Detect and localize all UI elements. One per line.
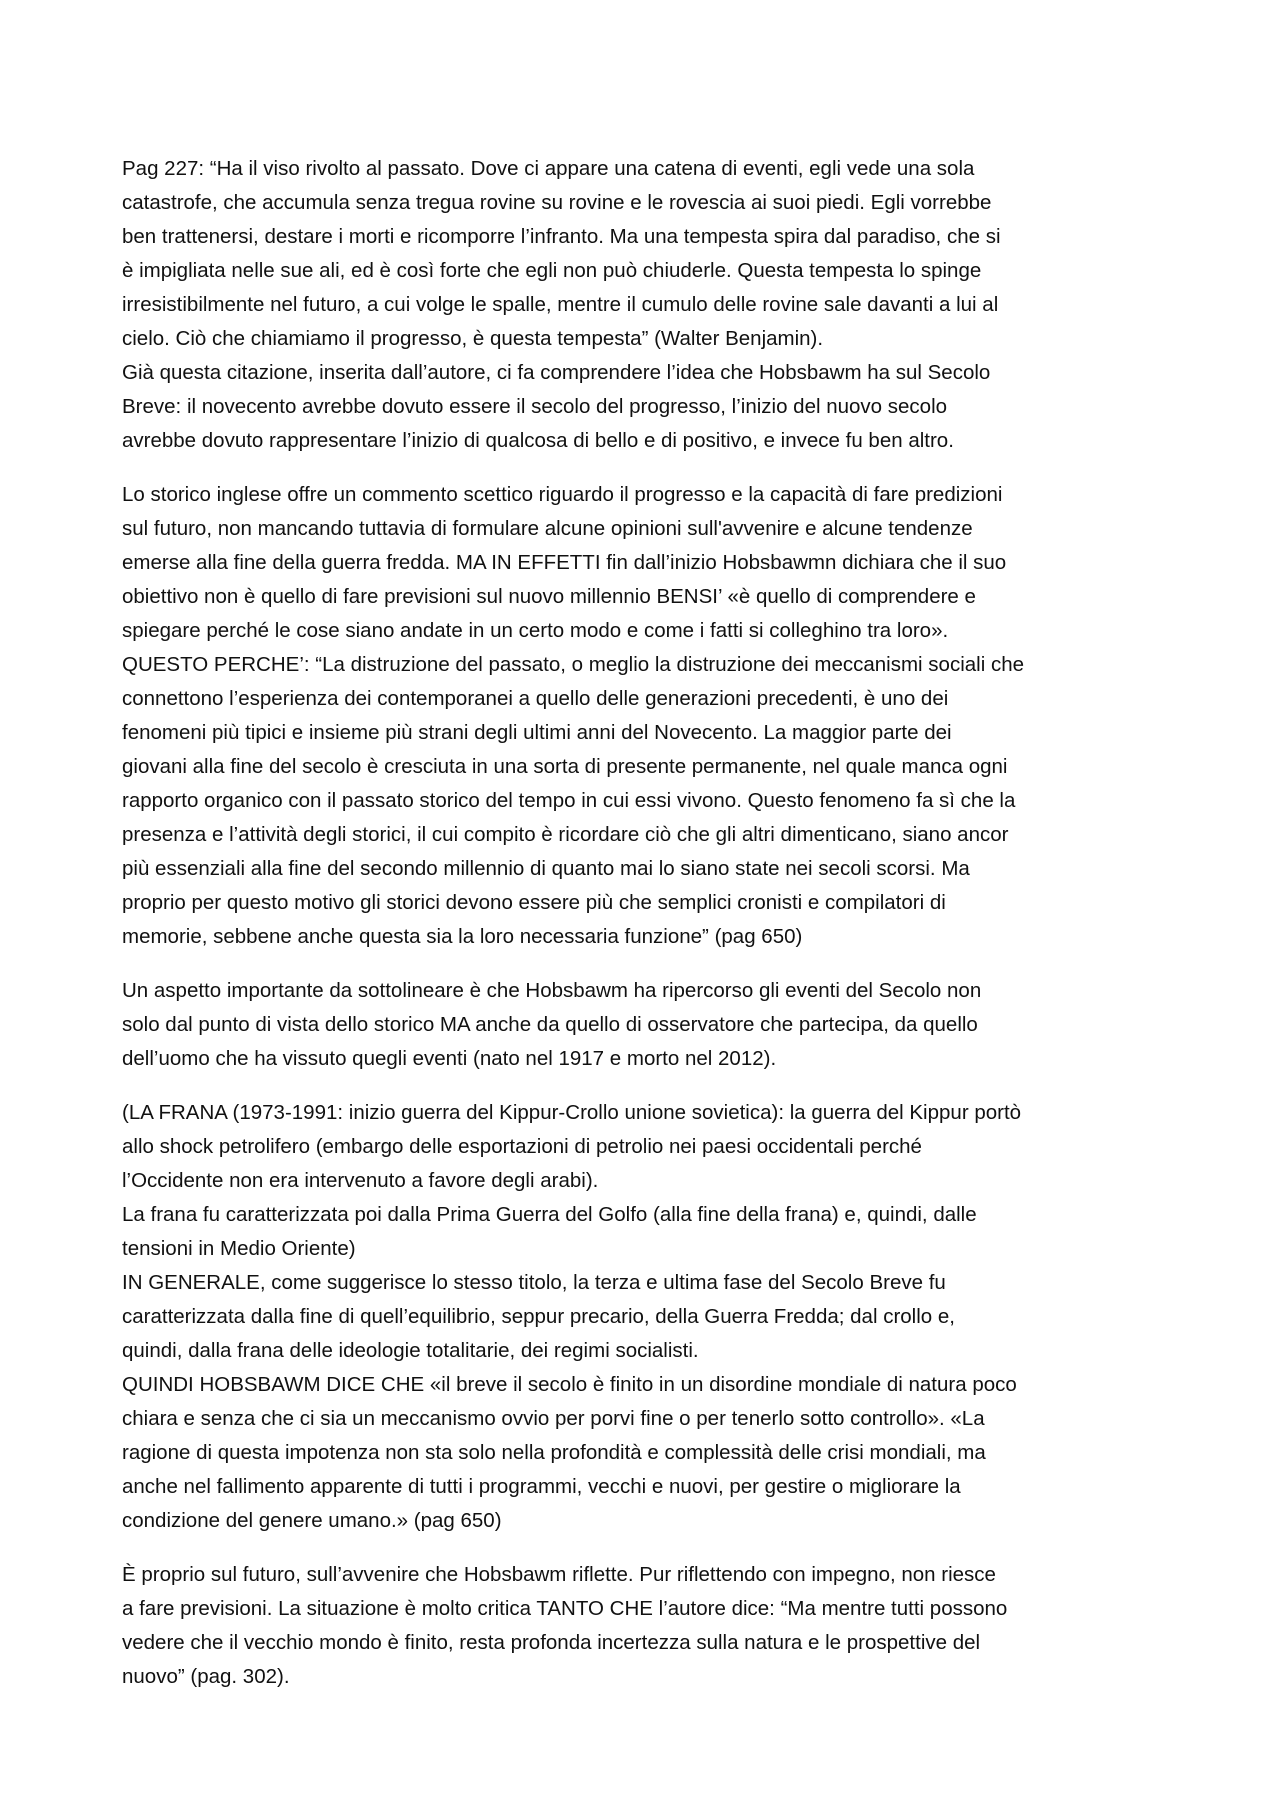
paragraph-benjamin-quote — [122, 152, 1170, 458]
text-line: QUESTO PERCHE’: “La distruzione del passato, o meglio la distruzione dei meccanismi sociali che — [122, 653, 1025, 676]
text-line: avrebbe dovuto rappresentare l’inizio di qualcosa di bello e di positivo, e invece fu ben altro. — [122, 429, 954, 452]
text-line: vedere che il vecchio mondo è finito, resta profonda incertezza sulla natura e le prospettive del — [122, 1631, 981, 1654]
text-line: più essenziali alla fine del secondo millennio di quanto mai lo siano state nei secoli scorsi. Ma — [122, 857, 970, 880]
text-line: Già questa citazione, inserita dall’autore, ci fa comprendere l’idea che Hobsbawm ha sul Secolo — [122, 361, 991, 384]
text-line: a fare previsioni. La situazione è molto critica TANTO CHE l’autore dice: “Ma mentre tutti possono — [122, 1597, 1008, 1620]
text-line: Breve: il novecento avrebbe dovuto essere il secolo del progresso, l’inizio del nuovo secolo — [122, 395, 948, 418]
text-line: condizione del genere umano.» (pag 650) — [122, 1509, 502, 1532]
text-line: presenza e l’attività degli storici, il cui compito è ricordare ciò che gli altri dimenticano, siano ancor — [122, 823, 1009, 846]
text-line: solo dal punto di vista dello storico MA anche da quello di osservatore che partecipa, da quello — [122, 1013, 978, 1036]
text-line: fenomeni più tipici e insieme più strani degli ultimi anni del Novecento. La maggior parte dei — [122, 721, 952, 744]
text-line: caratterizzata dalla fine di quell’equilibrio, seppur precario, della Guerra Fredda; dal crollo e, — [122, 1305, 955, 1328]
document-body — [122, 152, 1170, 1694]
text-line: (LA FRANA (1973-1991: inizio guerra del Kippur-Crollo unione sovietica): la guerra del Kippur portò — [122, 1101, 1022, 1124]
text-line: dell’uomo che ha vissuto quegli eventi (nato nel 1917 e morto nel 2012). — [122, 1047, 777, 1070]
text-line: Pag 227: “Ha il viso rivolto al passato. Dove ci appare una catena di eventi, egli vede una sola — [122, 157, 975, 180]
text-line: l’Occidente non era intervenuto a favore degli arabi). — [122, 1169, 599, 1192]
paragraph-historian-commentary — [122, 478, 1170, 954]
text-line: obiettivo non è quello di fare previsioni sul nuovo millennio BENSI’ «è quello di comprendere e — [122, 585, 976, 608]
text-line: ben trattenersi, destare i morti e ricomporre l’infranto. Ma una tempesta spira dal paradiso, che si — [122, 225, 1001, 248]
paragraph-future-reflection — [122, 1558, 1170, 1694]
text-line: proprio per questo motivo gli storici devono essere più che semplici cronisti e compilatori di — [122, 891, 946, 914]
text-line: QUINDI HOBSBAWM DICE CHE «il breve il secolo è finito in un disordine mondiale di natura poco — [122, 1373, 1017, 1396]
text-line: spiegare perché le cose siano andate in un certo modo e come i fatti si colleghino tra loro». — [122, 619, 949, 642]
text-line: È proprio sul futuro, sull’avvenire che Hobsbawm riflette. Pur riflettendo con impegno, non riesce — [122, 1563, 996, 1586]
text-line: tensioni in Medio Oriente) — [122, 1237, 356, 1260]
text-line: allo shock petrolifero (embargo delle esportazioni di petrolio nei paesi occidentali perché — [122, 1135, 922, 1158]
paragraph-observer-perspective — [122, 974, 1170, 1076]
text-line: cielo. Ciò che chiamiamo il progresso, è questa tempesta” (Walter Benjamin). — [122, 327, 824, 350]
text-line: catastrofe, che accumula senza tregua rovine su rovine e le rovescia ai suoi piedi. Egli vorrebbe — [122, 191, 992, 214]
text-line: ragione di questa impotenza non sta solo nella profondità e complessità delle crisi mondiali, ma — [122, 1441, 986, 1464]
text-line: emerse alla fine della guerra fredda. MA IN EFFETTI fin dall’inizio Hobsbawmn dichiara che il suo — [122, 551, 1007, 574]
text-line: Un aspetto importante da sottolineare è che Hobsbawm ha ripercorso gli eventi del Secolo non — [122, 979, 982, 1002]
paragraph-la-frana — [122, 1096, 1170, 1538]
text-line: irresistibilmente nel futuro, a cui volge le spalle, mentre il cumulo delle rovine sale davanti a lui al — [122, 293, 999, 316]
text-line: è impigliata nelle sue ali, ed è così forte che egli non può chiuderle. Questa tempesta lo spinge — [122, 259, 982, 282]
text-line: connettono l’esperienza dei contemporanei a quello delle generazioni precedenti, è uno dei — [122, 687, 949, 710]
text-line: chiara e senza che ci sia un meccanismo ovvio per porvi fine o per tenerlo sotto controllo». «La — [122, 1407, 985, 1430]
text-line: anche nel fallimento apparente di tutti i programmi, vecchi e nuovi, per gestire o migliorare la — [122, 1475, 961, 1498]
text-line: IN GENERALE, come suggerisce lo stesso titolo, la terza e ultima fase del Secolo Breve fu — [122, 1271, 946, 1294]
text-line: giovani alla fine del secolo è cresciuta in una sorta di presente permanente, nel quale manca ogni — [122, 755, 1008, 778]
text-line: Lo storico inglese offre un commento scettico riguardo il progresso e la capacità di fare predizioni — [122, 483, 1003, 506]
text-line: quindi, dalla frana delle ideologie totalitarie, dei regimi socialisti. — [122, 1339, 699, 1362]
text-line: rapporto organico con il passato storico del tempo in cui essi vivono. Questo fenomeno fa sì che la — [122, 789, 1016, 812]
text-line: sul futuro, non mancando tuttavia di formulare alcune opinioni sull'avvenire e alcune tendenze — [122, 517, 973, 540]
text-line: nuovo” (pag. 302). — [122, 1665, 290, 1688]
text-line: memorie, sebbene anche questa sia la loro necessaria funzione” (pag 650) — [122, 925, 803, 948]
text-line: La frana fu caratterizzata poi dalla Prima Guerra del Golfo (alla fine della frana) e, quindi, dalle — [122, 1203, 977, 1226]
